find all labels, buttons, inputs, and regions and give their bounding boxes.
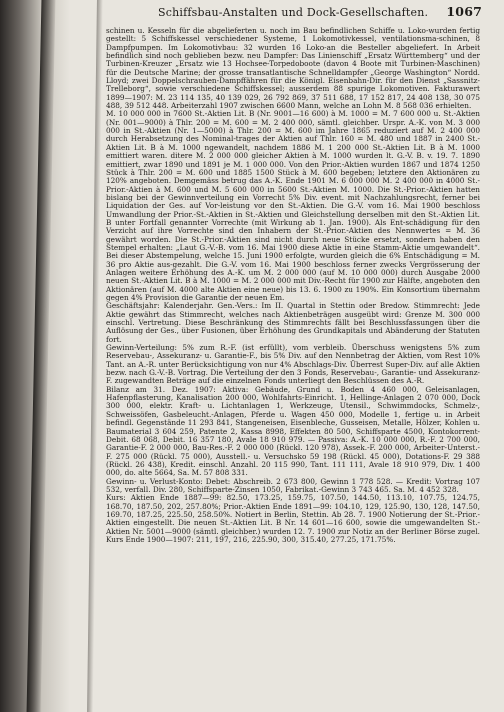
running-head: Schiffsbau-Anstalten und Dock-Gesellschaften. (158, 6, 429, 19)
paragraph-profit-distribution: Gewinn-Verteilung: 5% zum R.-F. (ist erfüllt), vom verbleib. Überschuss wenigstens 5% zum Reservebau-, Assekuranz- u. Garantie-F., bis 5% Div. auf den Nennbetrag der Aktien, vom Rest 10% Tant. an A.-R. unter Berücksichtigung von nur 4% Abschlags-Div. Überrest Super-Div. auf alle Aktien bezw. nach G.-V.-B. Vortrag. Die Verteilung der den 3 Fonds, Reservebau-, Garantie- und Assekuranz-F. zugewandten Beträge auf die einzelnen Fonds unterliegt den Beschlüssen des A.-R. (106, 343, 480, 386)
paragraph-general-meeting: Geschäftsjahr: Kalenderjahr. Gen.-Vers.: Im II. Quartal in Stettin oder Bredow. Stimmrecht: Jede Aktie gewährt das Stimmrecht, welches nach Aktienbeträgen ausgeübt wird: Grenze M. 300 000 einschl. Vertretung. Diese Beschränkung des Stimmrechts fällt bei Beschlussfassungen über die Auflösung der Ges., über Fusionen, über Erhöhung des Grundkapitals und Abänderung der Statuten fort. (106, 301, 480, 344)
scan-fold-band-secondary (87, 0, 103, 712)
document-body (106, 27, 480, 544)
page-number: 1067 (446, 4, 482, 19)
paragraph-production: schinen u. Kesseln für die abgelieferten u. noch im Bau befindlichen Schiffe u. Loko-wurden fertig gestellt: 5 Schiffskessel verschiedener Systeme, 1 Lokomotivkessel, ventilationsma-schinen, 8 Dampfpumpen. Im Lokomotivbau: 32 wurden 16 Loko-an die Besteller abgeliefert. In Arbeit befindlich sind noch geblieben bezw. neu Dampfer: Das Linienschiff „Ersatz Württemberg“ und der Turbinen-Kreuzer „Ersatz wie 13 Hochsee-Torpedoboote (davon 4 Boote mit Turbinen-Maschinen) für die Deutsche Marine; der grosse transatlantische Schnelldampfer „George Washington“ Nordd. Lloyd; zwei Doppelschrauben-Dampffähren für die Königl. Eisenbahn-Dir. für den Dienst „Sassnitz-Trelleborg“, sowie verschiedene Schiffskessel; ausserdem 88 spurige Lokomotiven. Fakturawert 1899—1907: M. 23 114 135, 40 139 029, 26 792 869, 37 511 688, 17 152 817, 24 408 138, 30 075 488, 39 512 448. Arbeiterzahl 1907 zwischen 6600 Mann, welche an Lohn M. 8 568 036 erhielten. (106, 26, 480, 111)
paragraph-share-prices: Kurs: Aktien Ende 1887—99: 82.50, 173.25, 159.75, 107.50, 144.50, 113.10, 107.75, 124.75, 168.70, 187.50, 202, 257.80%; Prior.-Aktien Ende 1891—99: 104.10, 129, 125.90, 130, 128, 147.50, 169.70, 187.25, 225.50, 258.50%. Notiert in Berlin, Stettin. Ab 28. 7. 1900 Notierung der St.-Prior.-Aktien eingestellt. Die neuen St.-Aktien Lit. B Nr. 14 601—16 600, sowie die umgewandelten St.-Aktien Nr. 5001—9000 (sämtl. gleichber.) wurden 12. 7. 1900 zur Notiz an der Berliner Börse zugel. Kurs Ende 1900—1907: 211, 197, 216, 225.90, 300, 315.40, 277.25, 171.75%. (106, 493, 480, 544)
paragraph-balance-sheet: Bilanz am 31. Dez. 1907: Aktiva: Gebäude, Grund u. Boden 4 460 000, Geleisanlagen, Hafenpflasterung, Kanalisation 200 000, Wohlfahrts-Einricht. 1, Hellinge-Anlagen 2 070 000, Dock 300 000, elektr. Kraft- u. Lichtanlagen 1, Werkzeuge, Utensil., Schwimmdocks, Schmelz-, Schweissöfen, Gasbeleucht.-Anlagen, Pferde u. Wagen 450 000, Modelle 1, fertige u. in Arbeit befindl. Gegenstände 11 293 841, Stangeneisen, Eisenbleche, Gusseisen, Metalle, Hölzer, Kohlen u. Baumaterial 3 604 259, Patente 2, Kassa 8998, Effekten 80 500, Schiffsparte 4500, Kontokorrent-Debit. 68 068, Debit. 16 357 180, Avale 18 910 979. — Passiva: A.-K. 10 000 000, R.-F. 2 700 000, Garantie-F. 2 000 000, Bau-Res.-F. 2 000 000 (Rückl. 120 978), Assek.-F. 200 000, Arbeiter-Unterst.-F. 275 000 (Rückl. 75 000), Ausstell.- u. Versuchsko 59 198 (Rückl. 45 000), Dotations-F. 29 388 (Rückl. 26 438), Kredit. einschl. Anzahl. 20 115 990, Tant. 111 111, Avale 18 910 979, Div. 1 400 000, do. alte 5664, Sa. M. 57 808 331. (106, 384, 480, 478)
page-header (100, 4, 482, 20)
paragraph-profit-loss: Gewinn- u. Verlust-Konto: Debet: Abschreib. 2 673 800, Gewinn 1 778 528. — Kredit: Vortrag 107 532, verfall. Div. 280, Schiffsparte-Zinsen 1050, Fabrikat.-Gewinn 3 743 465. Sa. M. 4 452 328. (106, 476, 480, 494)
paragraph-share-capital: M. 10 000 000 in 7600 St.-Aktien Lit. B (Nr. 9001—16 600) à M. 1000 = M. 7 600 000 u. St.-Aktien (Nr. 001—9000) à Thlr. 200 = M. 600 = M. 2 400 000, sämtl. gleichber. Urspr. A.-K. von M. 3 000 000 in St.-Aktien (Nr. 1—5000) à Thlr. 200 = M. 600 im Jahre 1865 reduziert auf M. 2 400 000 durch Herabsetzung des Nominal-trages der Aktien auf Thlr. 160 = M. 480 und 1887 in 2400 St.-Aktien Lit. B à M. 1000 ngewandelt, nachdem 1886 M. 1 200 000 St.-Aktien Lit. B à M. 1000 emittiert waren. ditere M. 2 000 000 gleicher Aktien à M. 1000 wurden lt. G.-V. B. v. 19. 7. 1890 emittiert, zwar 1890 und 1891 je M. 1 000 000. Von den Prior.-Aktien wurden 1867 und 1874 1250 Stück à Thlr. 200 = M. 600 und 1885 1500 Stück à M. 600 begeben; letztere den Aktionären zu 120% angeboten. Demgemäss betrug das A.-K. Ende 1901 M. 6 000 000 M. 2 400 000 in 4000 St.-Prior.-Aktien à M. 600 und M. 5 600 000 in 5600 St.-Aktien M. 1000. Die St.-Prior.-Aktien hatten bislang bei der Gewinnverteilung ein Vorrecht 5% Div. event. mit Nachzahlungsrecht, ferner bei Liquidation der Ges. auf Vor-leistung vor den St.-Aktien. Die G.-V. vom 16. Mai 1900 beschloss Umwandlung der Prior.-St.-Aktien in St.-Aktien und Gleichstellung derselben mit den St.-Aktien Lit. B unter Fortfall genannter Vorrechte (mit Wirkung ab 1. Jan. 1900). Als Ent-schädigung für den Verzicht auf ihre Vorrechte sind den Inhabern der St.-Prior.-Aktien des Nennwertes = M. 36 gewährt worden. Die St.-Prior.-Aktien sind nicht durch neue Stücke ersetzt, sondern haben den Stempel erhalten: „Laut G.-V.-B. vom 16. Mai 1900 diese Aktie in eine Stamm-Aktie umgewandelt“. Bei dieser Abstempelung, welche 15. Juni 1900 erfolgte, wurden gleich die 6% Entschädigung = M. 36 pro Aktie aus-gezahlt. Die G.-V. vom 16. Mai 1900 beschloss ferner zwecks Vergrösserung der Anlagen weitere Erhöhung des A.-K. um M. 2 000 000 (auf M. 10 000 000) durch Ausgabe 2000 neuen St.-Aktien Lit. B à M. 1000 = M. 2 000 000 mit Div.-Recht für 1900 zur Hälfte, angeboten den Aktionären (auf M. 4000 alte Aktien eine neue) bis 13. 6. 1900 zu 190%. Ein Konsortium übernahm gegen 4% Provision die Garantie der neuen Em. (106, 109, 480, 302)
